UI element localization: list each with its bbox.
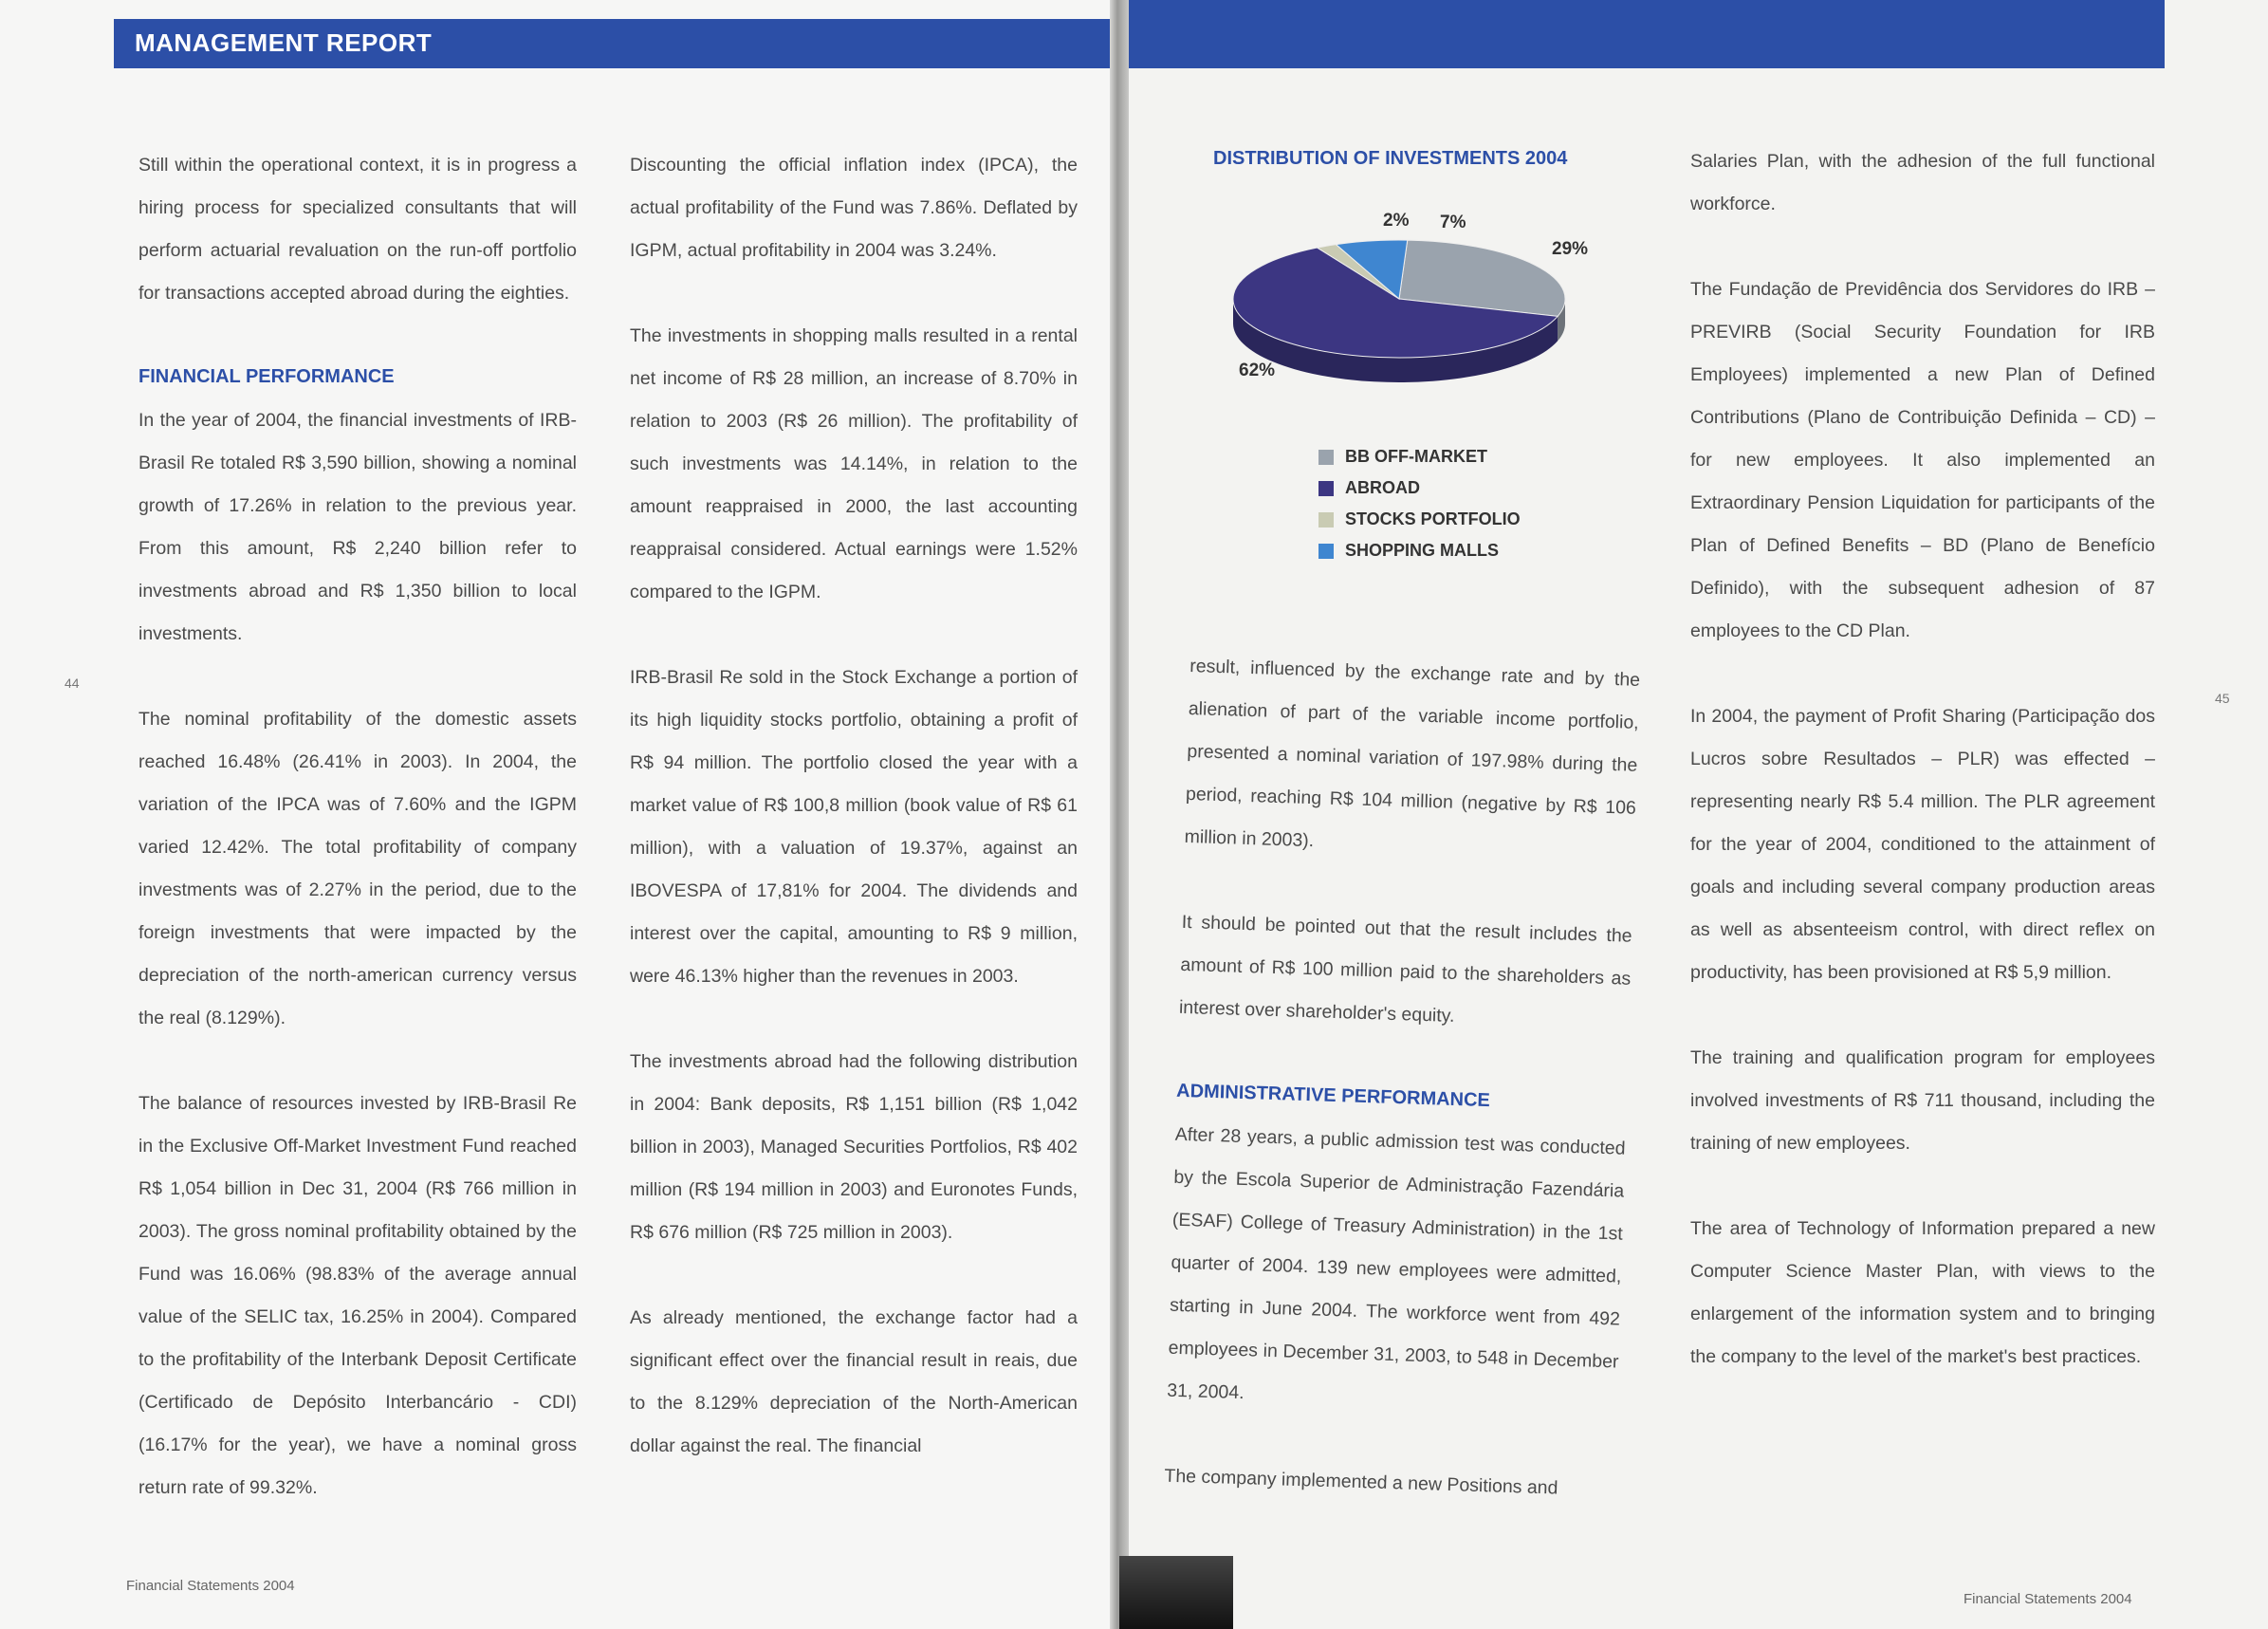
right-column-3 — [1162, 645, 1640, 1554]
legend-label: SHOPPING MALLS — [1345, 541, 1500, 560]
legend-label: ABROAD — [1345, 478, 1420, 497]
legend-item — [1318, 535, 1521, 566]
paragraph: The area of Technology of Information prepared a new Computer Science Master Plan, with views to the enlargement of the information system and to bringing the company to the level of the market's best practices. — [1690, 1218, 2155, 1367]
left-column-1 — [138, 144, 577, 1552]
gutter-shadow — [1119, 1556, 1233, 1629]
page-number-left: 44 — [65, 676, 80, 691]
paragraph: As already mentioned, the exchange factor had a significant effect over the financial result in reais, due to the 8.129% depreciation of the North-American dollar against the real. The financial — [630, 1307, 1078, 1456]
legend-swatch — [1318, 544, 1334, 559]
paragraph: The company implemented a new Positions and — [1164, 1465, 1558, 1499]
paragraph: It should be pointed out that the result includes the amount of R$ 100 million paid to the shareholders as interest over shareholder's equity. — [1178, 911, 1632, 1027]
section-heading-financial: FINANCIAL PERFORMANCE — [138, 366, 395, 387]
paragraph: Salaries Plan, with the adhesion of the full functional workforce. — [1690, 151, 2155, 214]
paragraph: Discounting the official inflation index (IPCA), the actual profitability of the Fund was 7.86%. Deflated by IGPM, actual profitability in 2004 was 3.24%. — [630, 155, 1078, 261]
legend-label: BB OFF-MARKET — [1345, 447, 1487, 466]
legend-item — [1318, 441, 1521, 472]
paragraph: Still within the operational context, it is in progress a hiring process for specialized consultants that will perform actuarial revaluation on the run-off portfolio for transactions accepted abroad during the eighties. — [138, 155, 577, 304]
legend-item — [1318, 472, 1521, 504]
footer-left: Financial Statements 2004 — [126, 1578, 295, 1594]
legend-swatch — [1318, 450, 1334, 465]
header-title: MANAGEMENT REPORT — [135, 28, 433, 57]
footer-right: Financial Statements 2004 — [1964, 1591, 2132, 1607]
paragraph: In 2004, the payment of Profit Sharing (Participação dos Lucros sobre Resultados – PLR) was effected – representing nearly R$ 5.4 million. The PLR agreement for the year of 2004, conditioned to the attainment of goals and including several company production areas as well as absenteeism control, with direct reflex on productivity, has been provisioned at R$ 5,9 million. — [1690, 706, 2155, 983]
pie-label-bb-off-market: 29% — [1552, 239, 1589, 259]
pie-chart — [1224, 228, 1603, 398]
header-band-left — [114, 19, 1110, 68]
header-band-right — [1129, 0, 2165, 68]
paragraph: After 28 years, a public admission test was conducted by the Escola Superior de Administração Fazendária (ESAF) College of Treasury Administration) in the 1st quarter of 2004. 139 new employees were admitted, starting in June 2004. The workforce went from 492 employees in December 31, 2003, to 548 in December 31, 2004. — [1166, 1123, 1626, 1404]
pie-label-abroad: 62% — [1239, 361, 1276, 380]
legend-swatch — [1318, 512, 1334, 528]
paragraph: The investments abroad had the following distribution in 2004: Bank deposits, R$ 1,151 billion (R$ 1,042 billion in 2003), Managed Securities Portfolios, R$ 402 million (R$ 194 million in 2003) and Euronotes Funds, R$ 676 million (R$ 725 million in 2003). — [630, 1051, 1078, 1243]
chart-legend — [1318, 441, 1521, 566]
legend-item — [1318, 504, 1521, 535]
paragraph: In the year of 2004, the financial investments of IRB-Brasil Re totaled R$ 3,590 billion, showing a nominal growth of 17.26% in relation to the previous year. From this amount, R$ 2,240 billion refer to investments abroad and R$ 1,350 billion to local investments. — [138, 410, 577, 644]
right-column-4 — [1690, 140, 2155, 1421]
page-number-right: 45 — [2215, 691, 2230, 706]
left-column-2 — [630, 144, 1078, 1510]
paragraph: The training and qualification program for employees involved investments of R$ 711 thousand, including the training of new employees. — [1690, 1047, 2155, 1154]
book-gutter — [1110, 0, 1129, 1629]
paragraph: IRB-Brasil Re sold in the Stock Exchange a portion of its high liquidity stocks portfolio, obtaining a profit of R$ 94 million. The portfolio closed the year with a market value of R$ 100,8 million (book value of R$ 61 million), with a valuation of 19.37%, against an IBOVESPA of 17,81% for 2004. The dividends and interest over the capital, amounting to R$ 9 million, were 46.13% higher than the revenues in 2003. — [630, 667, 1078, 987]
legend-label: STOCKS PORTFOLIO — [1345, 509, 1521, 528]
paragraph: The nominal profitability of the domestic assets reached 16.48% (26.41% in 2003). In 2004, the variation of the IPCA was of 7.60% and the IGPM varied 12.42%. The total profitability of company investments was of 2.27% in the period, due to the foreign investments that were impacted by the depreciation of the north-american currency versus the real (8.129%). — [138, 709, 577, 1028]
paragraph: The Fundação de Previdência dos Servidores do IRB – PREVIRB (Social Security Foundation for IRB Employees) implemented a new Plan of Defined Contributions (Plano de Contribuição Definida – CD) – for new employees. It also implemented an Extraordinary Pension Liquidation for participants of the Plan of Defined Benefits – BD (Plano de Benefício Definido), with the subsequent adhesion of 87 employees to the CD Plan. — [1690, 279, 2155, 641]
legend-swatch — [1318, 481, 1334, 496]
paragraph: The investments in shopping malls resulted in a rental net income of R$ 28 million, an increase of 8.70% in relation to 2003 (R$ 26 million). The profitability of such investments was 14.14%, in relation to the amount reappraised in 2000, the last accounting reappraisal considered. Actual earnings were 1.52% compared to the IGPM. — [630, 325, 1078, 602]
pie-label-stocks-portfolio: 2% — [1383, 211, 1410, 231]
chart-title: DISTRIBUTION OF INVESTMENTS 2004 — [1213, 148, 1568, 169]
pie-label-shopping-malls: 7% — [1440, 213, 1466, 232]
paragraph: result, influenced by the exchange rate and by the alienation of part of the variable income portfolio, presented a nominal variation of 197.98% during the period, reaching R$ 104 million (negative by R$ 106 million in 2003). — [1184, 655, 1641, 852]
paragraph: The balance of resources invested by IRB-Brasil Re in the Exclusive Off-Market Investment Fund reached R$ 1,054 billion in Dec 31, 2004 (R$ 766 million in 2003). The gross nominal profitability obtained by the Fund was 16.06% (98.83% of the average annual value of the SELIC tax, 16.25% in 2004). Compared to the profitability of the Interbank Deposit Certificate (Certificado de Depósito Interbancário - CDI) (16.17% for the year), we have a nominal gross return rate of 99.32%. — [138, 1093, 577, 1498]
section-heading-administrative: ADMINISTRATIVE PERFORMANCE — [1175, 1080, 1491, 1112]
